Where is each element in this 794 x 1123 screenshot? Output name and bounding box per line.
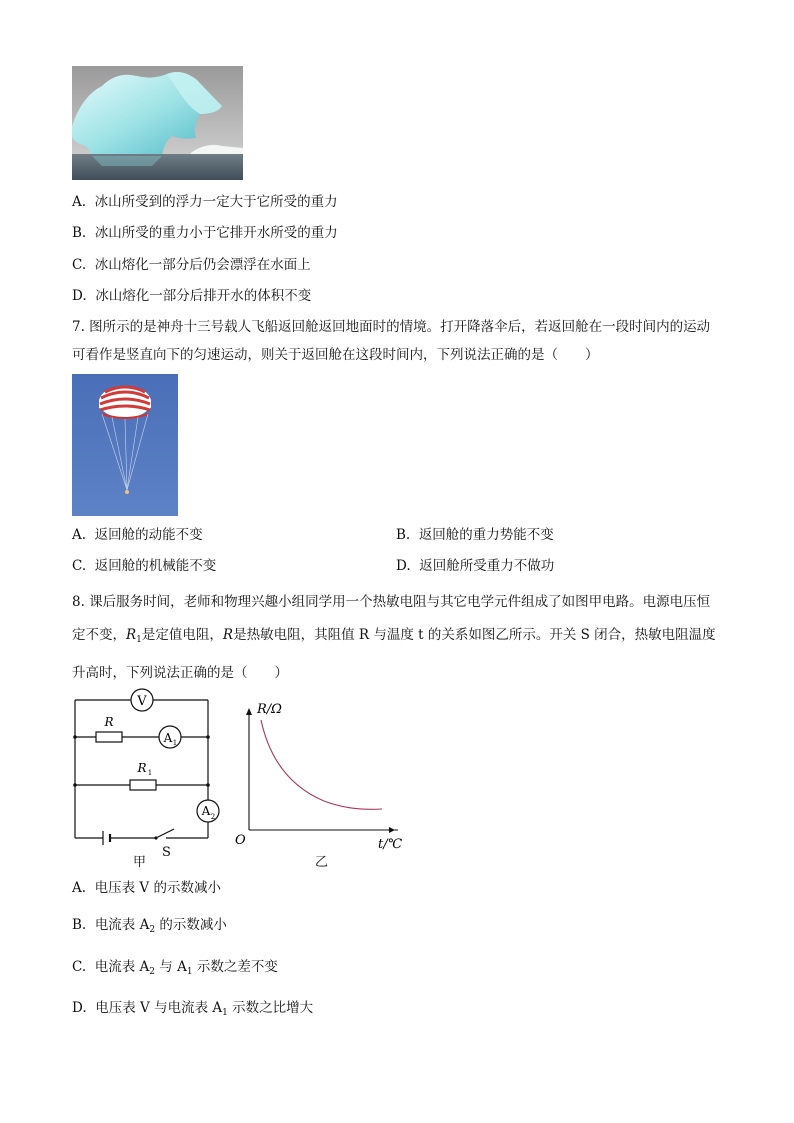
q7-option-b [396,525,554,545]
resistance-temperature-graph [232,698,404,850]
option-letter: D. [72,288,87,304]
q8-option-c [72,957,278,982]
circuit-diagram [70,688,220,848]
q6-option-b [72,223,338,243]
resistor-r-label: R [104,715,114,729]
option-letter: B. [72,225,87,241]
q6-option-c [72,255,311,275]
option-letter: C. [72,959,87,975]
option-text: 冰山所受的重力小于它排开水所受的重力 [94,225,338,241]
r1-symbol: R [126,627,137,643]
q7-option-d [396,556,554,576]
option-letter: C. [72,558,87,574]
subscript: 1 [222,1008,228,1018]
graph-caption: 乙 [315,855,329,870]
stem-part-b: 是定值电阻， [141,627,223,643]
q8-option-b [72,915,227,940]
q8-option-d [72,998,313,1023]
iceberg-photo [72,66,243,180]
q7-option-a [72,525,203,545]
q6-option-d [72,286,311,306]
resistance-curve [261,720,382,809]
stem-part-c: 是热敏电阻，其阻值 R 与温度 t 的关系如图乙所示。开关 S 闭合，热敏电阻温度升高时，下列说法正确的是（ ） [72,627,716,681]
q6-option-a [72,192,338,212]
option-letter: D. [72,1000,87,1016]
graph-ylabel: R/Ω [257,702,282,717]
option-letter: B. [72,917,87,933]
ammeter-a1-label: A [163,731,173,745]
graph-xlabel: t/℃ [378,837,403,850]
option-text-post: 示数之比增大 [227,1000,314,1016]
resistor-r1-sub: 1 [147,769,153,777]
option-letter: B. [396,527,411,543]
option-text: 电流表 A [94,959,150,975]
q7-stem: 7. 图所示的是神舟十三号载人飞船返回舱返回地面时的情境。打开降落伞后，若返回舱在一段时间内的运动可看作是竖直向下的匀速运动，则关于返回舱在这段时间内，下列说法正确的是（ ） [72,319,711,363]
r1-subscript: 1 [136,635,142,645]
q8-stem [72,586,722,690]
subscript-2: 1 [186,967,193,977]
option-letter: D. [396,558,411,574]
subscript: 2 [149,925,156,935]
ammeter-a1-sub: 1 [172,739,178,747]
ammeter-a2-label: A [201,804,211,818]
option-letter: A. [72,880,87,896]
option-letter: C. [72,257,87,273]
option-letter: A. [72,194,87,210]
option-text-mid: 与 A [155,959,187,975]
parachute-photo [72,374,178,516]
option-text: 冰山熔化一部分后排开水的体积不变 [95,288,312,304]
circuit-caption: 甲 [133,855,147,870]
option-text: 电压表 V 与电流表 A [95,1000,223,1016]
ammeter-a2-sub: 2 [210,813,216,821]
option-text: 电流表 A [94,917,150,933]
option-text: 冰山熔化一部分后仍会漂浮在水面上 [94,257,311,273]
q7-option-c [72,556,216,576]
resistor-r1-label: R [137,761,147,775]
subscript: 2 [149,967,156,977]
option-letter: A. [72,527,87,543]
switch-label: S [162,845,171,860]
stem-part-a: 8. 课后服务时间，老师和物理兴趣小组同学用一个热敏电阻与其它电学元件组成了如图甲电路。电源电压恒定不变， [72,594,711,643]
option-text: 返回舱的动能不变 [94,527,203,543]
r-symbol: R [222,627,234,643]
option-text: 电压表 V 的示数减小 [94,880,221,896]
option-text: 返回舱的机械能不变 [94,558,217,574]
option-text: 返回舱所受重力不做功 [419,558,555,574]
option-text: 返回舱的重力势能不变 [418,527,554,543]
q8-option-a [72,878,221,898]
option-text-post: 的示数减小 [155,917,227,933]
option-text: 冰山所受到的浮力一定大于它所受的重力 [94,194,338,210]
option-text-post: 示数之差不变 [192,959,278,975]
graph-origin: O [235,833,246,848]
voltmeter-label: V [137,694,147,709]
